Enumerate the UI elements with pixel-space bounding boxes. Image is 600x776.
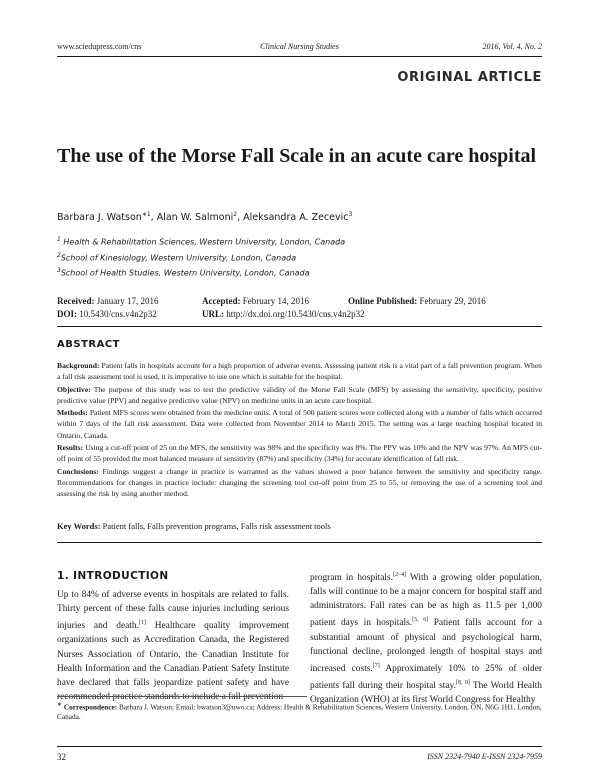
article-url[interactable]: URL: http://dx.doi.org/10.5430/cns.v4n2p32: [202, 309, 365, 319]
citation[interactable]: [8, 9]: [455, 680, 470, 687]
keywords: Key Words: Patient falls, Falls prevention programs, Falls risk assessment tools: [57, 521, 331, 531]
affiliation-list: [57, 233, 345, 280]
author-name: Alan W. Salmoni: [156, 212, 234, 224]
abstract-results: Results: Using a cut-off point of 25 on the MFS, the sensitivity was 98% and the specificity was 8%. The PPV was 10% and the NPV was 97%. An MFS cut-off point of 55 provided the most balanced measure of sensitivity (87%) and specificity (34%) for accurate identification of fall risk.: [57, 443, 542, 464]
footnote-divider: [57, 696, 307, 697]
author-name: Aleksandra A. Zecevic: [243, 212, 349, 224]
doi[interactable]: DOI: 10.5430/cns.v4n2p32: [57, 309, 157, 319]
correspondence-footnote: ∗ Correspondence: Barbara J. Watson; Email: bwatson3@uwo.ca; Address: Health & Rehabilitation Sciences, Western University, London, ON, N6G 1H1, London, Canada.: [57, 702, 542, 722]
abstract-conclusions: Conclusions: Findings suggest a change in practice is warranted as the values showed a poor balance between the sensitivity and specificity range. Recommendations for changes in practice include: changing the screening tool cut-off point from 25 to 55, or removing the use of a screening tool and assessing the risk by using another method.: [57, 466, 542, 499]
affiliation-item: $^1$ Health & Rehabilitation Sciences, Western University, London, Canada: [57, 236, 346, 247]
article-type: ORIGINAL ARTICLE: [397, 70, 542, 85]
abstract-objective: Objective: The purpose of this study was to test the predictive validity of the Morse Fall Scale (MFS) by assessing the sensitivity, specificity, positive predictive value (PPV) and negative predictive value (NPV) on medicine units in an acute care hospital.: [57, 384, 543, 405]
received-date: Received: January 17, 2016: [57, 296, 159, 306]
affiliation-item: $^3$School of Health Studies, Western University, London, Canada: [57, 267, 310, 278]
affiliation-item: $^2$School of Kinesiology, Western University, London, Canada: [57, 251, 297, 263]
intro-left-column: [57, 588, 289, 704]
citation[interactable]: [1]: [138, 620, 146, 627]
header-divider: [57, 56, 542, 57]
intro-paragraph: Up to 84% of adverse events in hospitals are related to falls. Thirty percent of these falls cause injuries including serious injuries and death.[1] Healthcare quality improvement organizations such as Accreditation Canada, the Registered Nurses Association of Ontario, the Canadian Institute for Health Information and the Canadian Patient Safety Institute have declared that falls jeopardize patient safety and have: [57, 590, 289, 688]
author-list: Barbara J. Watson$^{∗1}$, Alan W. Salmoni$^2$, Aleksandra A. Zecevic$^3$: [57, 211, 353, 224]
journal-website[interactable]: www.sciedupress.com/cns: [57, 42, 142, 51]
page-number: 32: [57, 752, 66, 762]
published-date: Online Published: February 29, 2016: [348, 296, 486, 306]
issn: ISSN 2324-7940 E-ISSN 2324-7959: [427, 752, 542, 761]
section-heading-introduction: 1. INTRODUCTION: [57, 570, 169, 582]
intro-paragraph: program in hospitals.[2–4] With a growing older population, falls will continue to be a major concern for hospital staff and administrators. Fall rates can be as high as 11.5 per 1,000 patient days in hospitals.[5, 6] Patient falls account for a substantial amount of physical and psychological harm, functional decline, prolonged length of hospital stays and increased costs.[7] Approximately 10% to 25% of older patients fall during their hospital stay.[8, 9] The World Health Organization (WHO) at its first World Congress for Healthy: [310, 572, 543, 706]
author-sup: ∗1: [141, 211, 151, 218]
intro-right-column: [310, 568, 542, 707]
citation[interactable]: [2–4]: [393, 572, 406, 578]
author-sup: 2: [233, 211, 238, 218]
dates-divider: [57, 326, 542, 327]
keywords-divider: [57, 542, 542, 543]
running-header: [57, 42, 542, 54]
journal-name: Clinical Nursing Studies: [260, 42, 339, 51]
abstract-body: [57, 360, 542, 501]
journal-volume: 2016, Vol. 4, No. 2: [482, 42, 542, 51]
citation[interactable]: [7]: [372, 662, 380, 669]
article-title: The use of the Morse Fall Scale in an acute care hospital: [57, 145, 537, 167]
abstract-heading: ABSTRACT: [57, 339, 120, 350]
abstract-methods: Methods: Patient MFS scores were obtained from the medicine units. A total of 500 patient scores were collected along with a number of falls which occurred within 7 days of the fall risk assessment. Data were collected from November 2014 to March 2015. The setting was a large teaching hospital located in Ontario, Canada.: [57, 408, 542, 440]
author-sup: 3: [348, 211, 353, 218]
footer-divider: [57, 746, 542, 747]
citation[interactable]: [5, 6]: [412, 617, 429, 624]
accepted-date: Accepted: February 14, 2016: [202, 296, 309, 306]
abstract-background: Background: Patient falls in hospitals account for a high proportion of adverse events. Assessing patient risk is a vital part of a fall prevention program. When a fall risk assessment tool is used, it is imperative to use one which is suitable for the hospital.: [57, 361, 542, 382]
author-name: Barbara J. Watson: [57, 212, 142, 224]
